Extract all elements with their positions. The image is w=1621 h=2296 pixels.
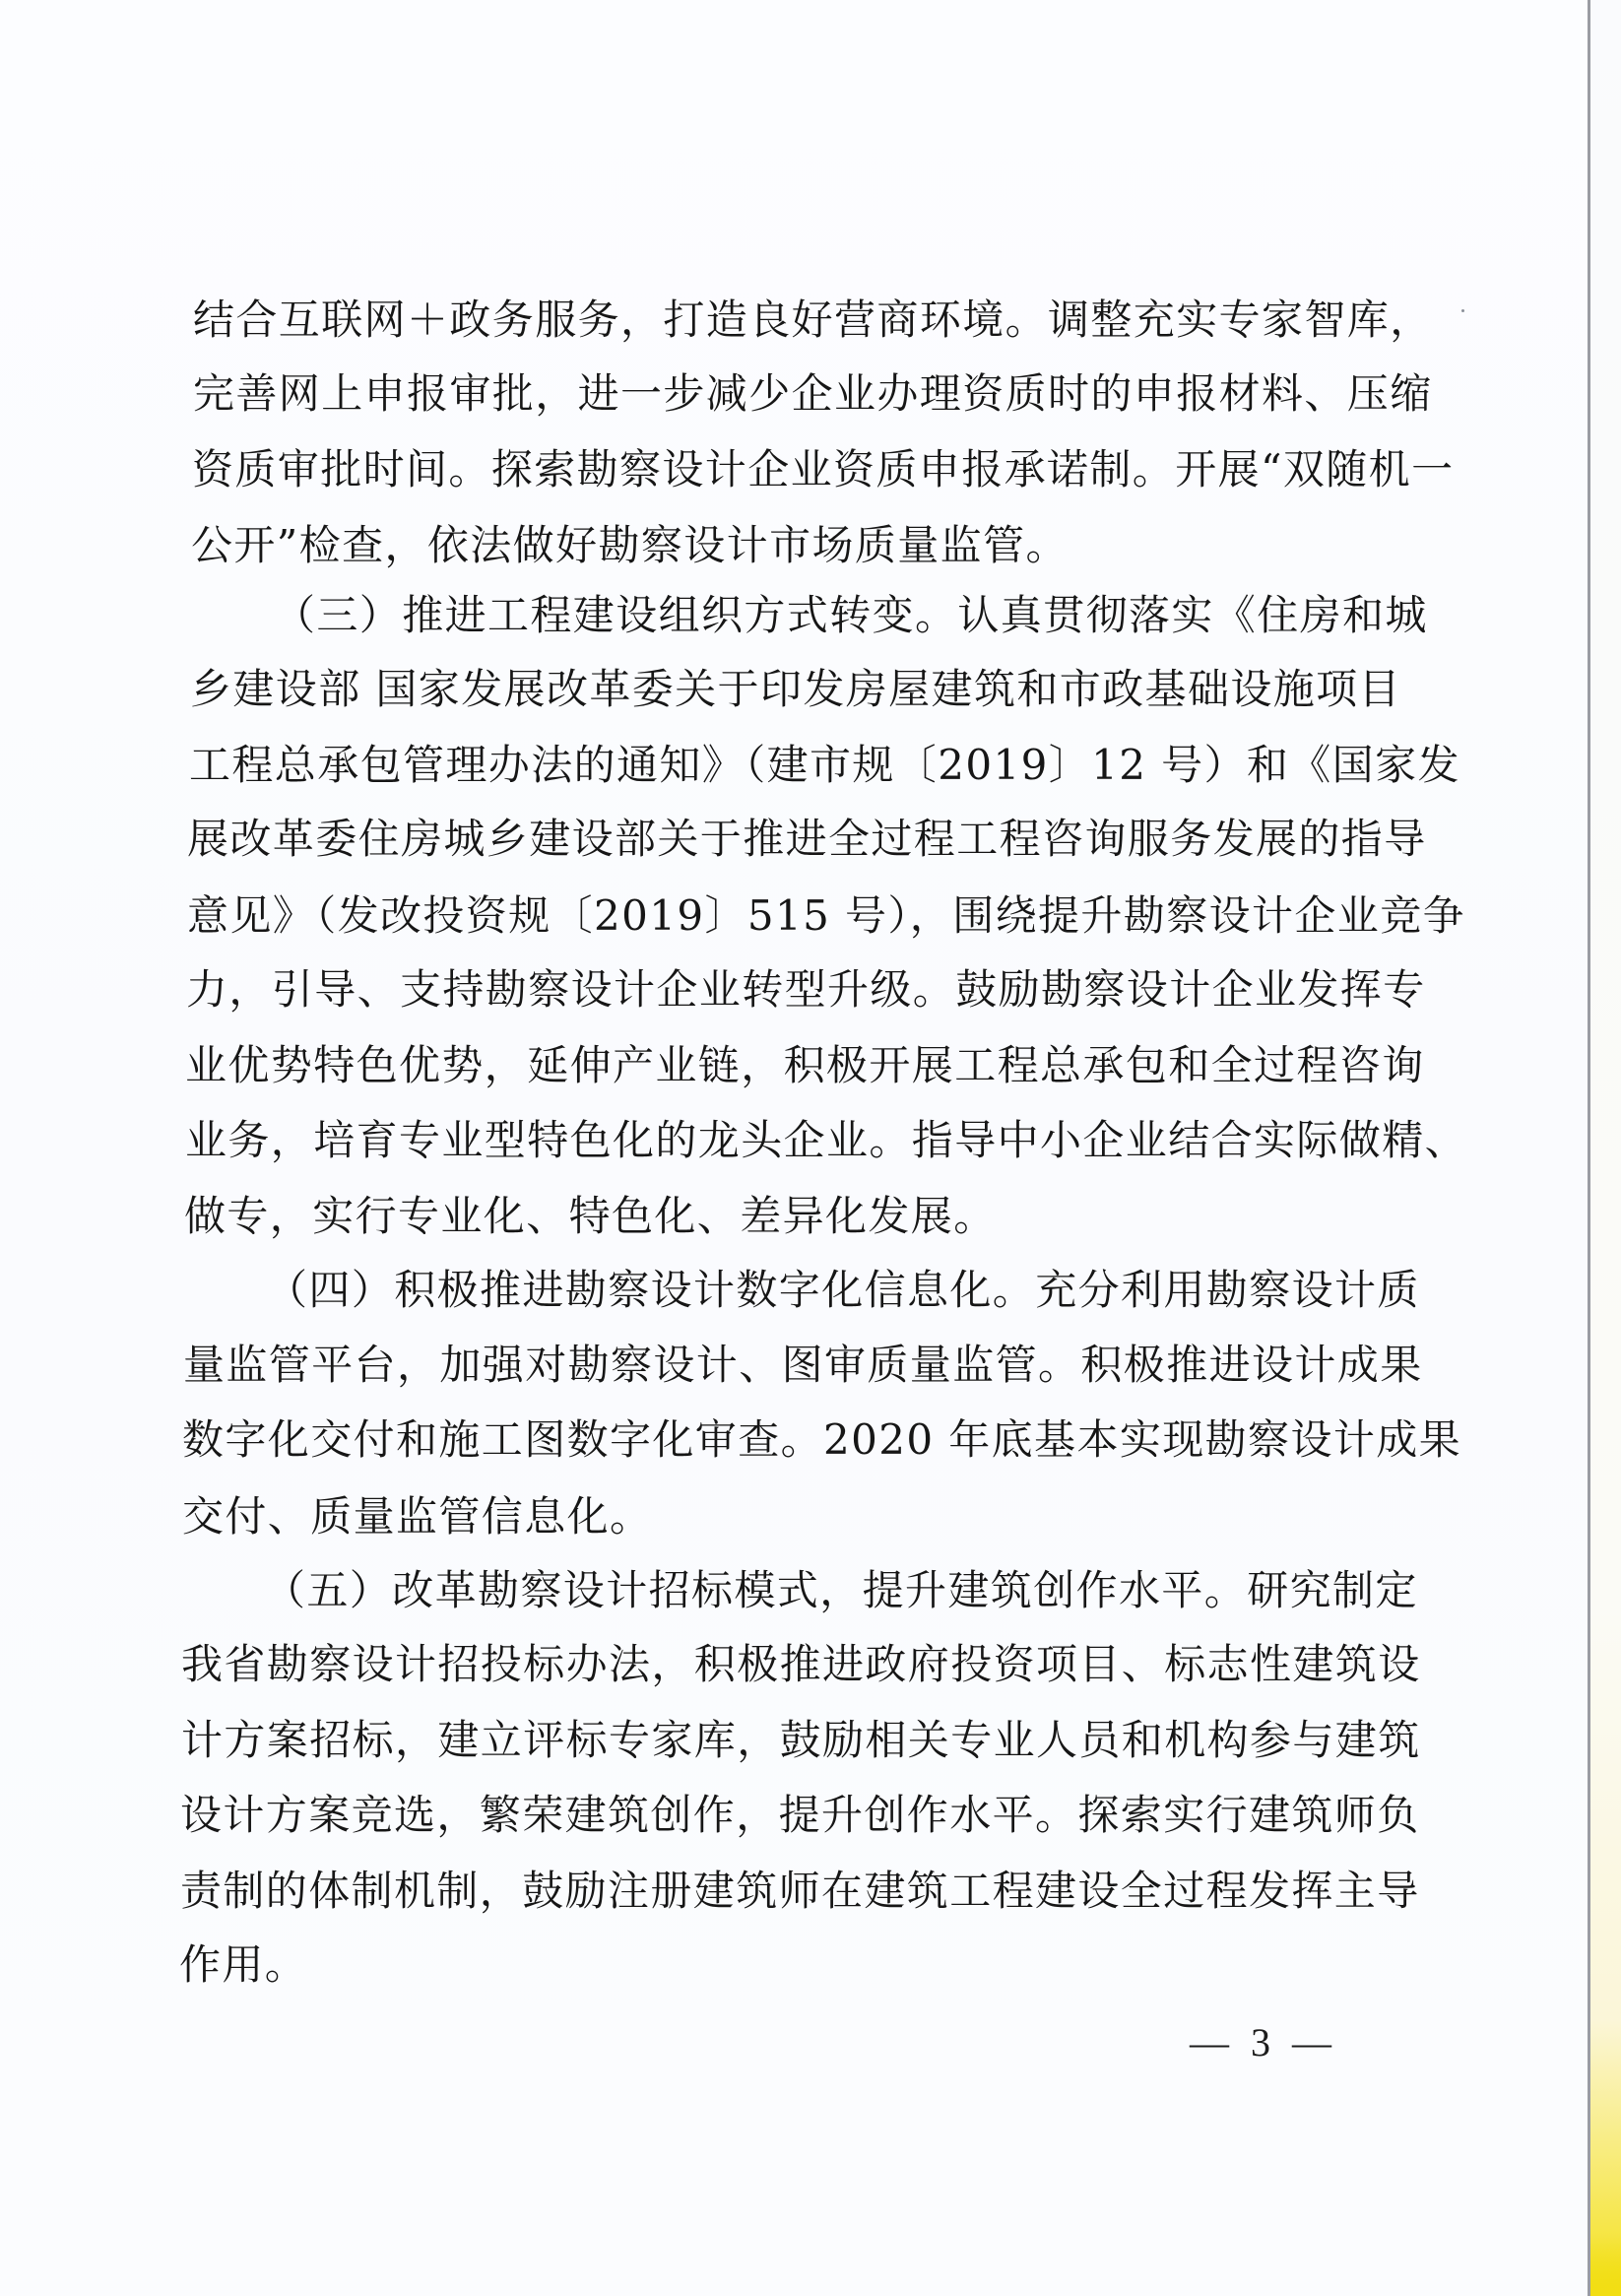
text-line: 意见》（发改投资规〔2019〕515 号），围绕提升勘察设计企业竞争 (187, 891, 1466, 940)
text-line: 展改革委住房城乡建设部关于推进全过程工程咨询服务发展的指导 (187, 815, 1427, 863)
text-line: 做专，实行专业化、特色化、差异化发展。 (184, 1192, 997, 1240)
section-heading-line: （五）改革勘察设计招标模式，提升建筑创作水平。研究制定 (264, 1566, 1418, 1614)
text-line: 设计方案竞选，繁荣建筑创作，提升创作水平。探索实行建筑师负 (180, 1791, 1420, 1839)
text-line: 业务，培育专业型特色化的龙头企业。指导中小企业结合实际做精、 (185, 1116, 1468, 1164)
page-number: — 3 — (1190, 2020, 1337, 2065)
text-line: 工程总承包管理办法的通知》（建市规〔2019〕12 号）和《国家发 (189, 741, 1460, 789)
text-line: 交付、质量监管信息化。 (182, 1492, 653, 1541)
text-line: 业优势特色优势，延伸产业链，积极开展工程总承包和全过程咨询 (185, 1041, 1425, 1089)
text-line: 计方案招标，建立评标专家库，鼓励相关专业人员和机构参与建筑 (181, 1716, 1421, 1764)
text-line: 责制的体制机制，鼓励注册建筑师在建筑工程建设全过程发挥主导 (180, 1867, 1420, 1915)
text-line: 作用。 (179, 1940, 308, 1989)
text-line: 量监管平台，加强对勘察设计、图审质量监管。积极推进设计成果 (183, 1341, 1423, 1389)
text-line: 我省勘察设计招投标办法，积极推进政府投资项目、标志性建筑设 (181, 1640, 1421, 1688)
page-edge-strip (1590, 0, 1621, 2296)
section-heading-line: （三）推进工程建设组织方式转变。认真贯彻落实《住房和城 (274, 591, 1428, 639)
text-line: 数字化交付和施工图数字化审查。2020 年底基本实现勘察设计成果 (182, 1415, 1462, 1464)
text-line: 资质审批时间。探索勘察设计企业资质申报承诺制。开展“双随机一 (192, 445, 1455, 493)
text-line: 乡建设部 国家发展改革委关于印发房屋建筑和市政基础设施项目 (190, 665, 1401, 713)
section-heading-line: （四）积极推进勘察设计数字化信息化。充分利用勘察设计质 (266, 1266, 1420, 1314)
text-line: 完善网上申报审批，进一步减少企业办理资质时的申报材料、压缩 (193, 369, 1433, 418)
text-line: 公开”检查，依法做好勘察设计市场质量监管。 (191, 521, 1069, 569)
text-line: 力，引导、支持勘察设计企业转型升级。鼓励勘察设计企业发挥专 (186, 965, 1426, 1014)
text-line: 结合互联网＋政务服务，打造良好营商环境。调整充实专家智库， (193, 295, 1433, 344)
